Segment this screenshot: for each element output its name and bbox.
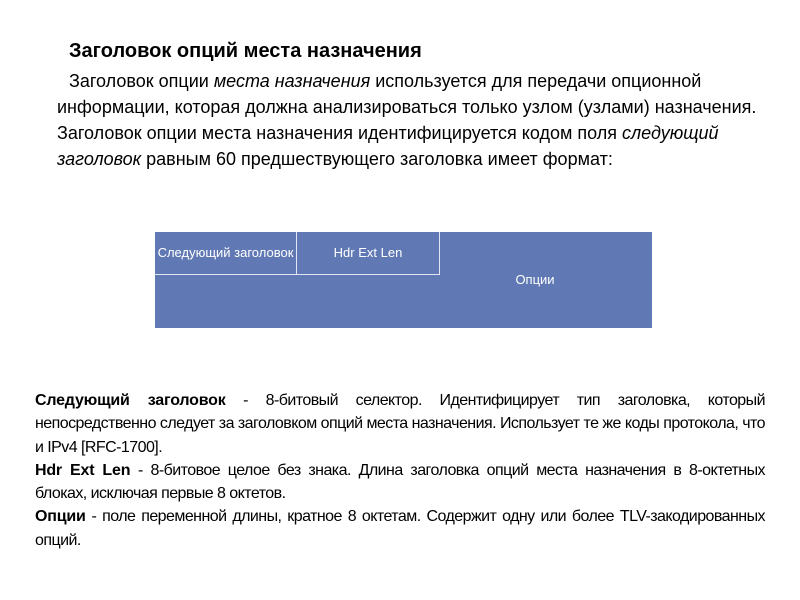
term: Опции (35, 508, 86, 526)
options-field: Опции (515, 272, 555, 287)
definition-text: - 8-битовый селектор. Идентифицирует тип заголовка, который непосредственно следует за заголовком опций места назначения. Использует те же коды протокола, что и IPv4 [RFC-1700]. (35, 392, 765, 456)
hdr-ext-len-field: Hdr Ext Len (297, 232, 440, 275)
term: Следующий заголовок (35, 392, 226, 409)
italic-text: следующий заголовок (57, 123, 719, 169)
definition-next-header (35, 389, 765, 459)
slide-title: Заголовок опций места назначения (69, 40, 422, 62)
definition-options (35, 505, 765, 552)
term: Hdr Ext Len (35, 461, 131, 479)
header-format-diagram (155, 232, 652, 328)
definition-text: - поле переменной длины, кратное 8 октетам. Содержит одну или более TLV-закодированных опций. (35, 508, 765, 549)
definition-text: - 8-битовое целое без знака. Длина заголовка опций места назначения в 8-октетных блоках, исключая первые 8 октетов. (35, 461, 765, 503)
text: равным 60 предшествующего заголовка имеет формат: (141, 149, 613, 169)
field-definitions (35, 389, 765, 552)
next-header-field: Следующий заголовок (155, 232, 297, 275)
text: Заголовок опции (69, 71, 214, 91)
text: используется для передачи опционной информации, которая должна анализироваться только узлом (узлами) назначения. Заголовок опции места назначения идентифицируется кодом поля (57, 71, 757, 143)
intro-paragraph (57, 68, 777, 172)
italic-text: места назначения (213, 71, 371, 91)
definition-hdr-ext-len (35, 459, 765, 506)
